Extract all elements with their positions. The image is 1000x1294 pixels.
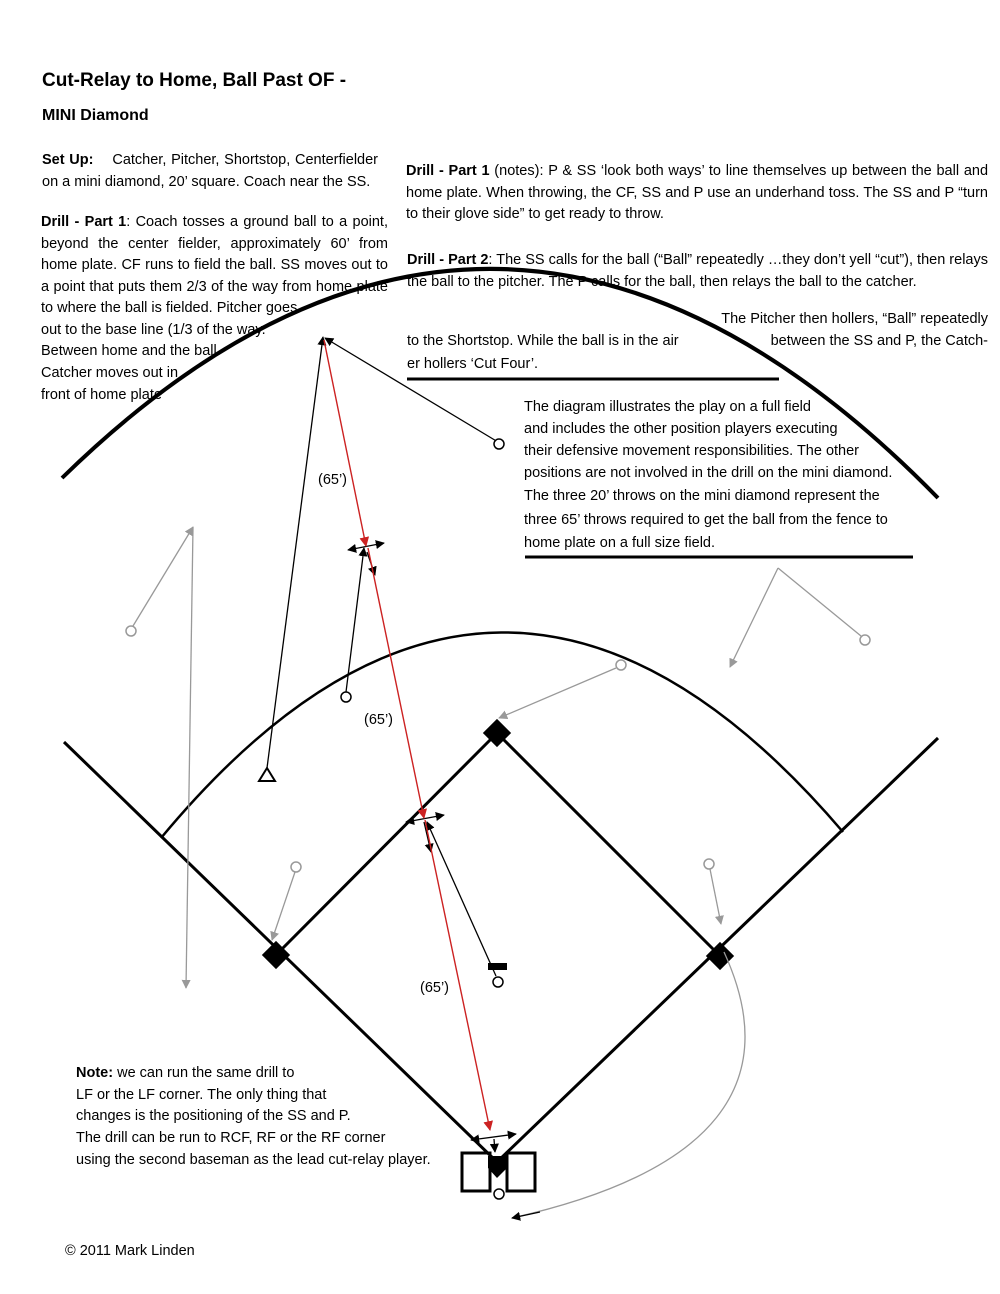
lf-player <box>126 626 136 636</box>
diagram-note-line-4: positions are not involved in the drill on the mini diamond. <box>524 465 893 481</box>
c-turn-arrow-2 <box>494 1139 495 1152</box>
part1-line-3: Catcher moves out in <box>41 365 179 381</box>
catcher-player <box>494 1189 504 1199</box>
3b-path-line <box>272 872 295 940</box>
page-subtitle: MINI Diamond <box>42 107 149 124</box>
basepath-3b-2b <box>276 733 497 955</box>
part1-label: Drill - Part 1 <box>41 214 127 230</box>
part1-notes-label: Drill - Part 1 <box>406 163 490 179</box>
note-line-2: LF or the LF corner. The only thing that <box>76 1087 327 1103</box>
diagram-note-line-1: The diagram illustrates the play on a full field <box>524 399 811 415</box>
part2-line-b2: between the SS and P, the Catch- <box>770 333 988 349</box>
part1-line-1: out to the base line (1/3 of the way. <box>41 322 266 338</box>
relay-throw-1 <box>324 340 366 546</box>
part1-text: : Coach tosses a ground ball to a point, beyond the center fielder, approximately 60’ from home plate. CF runs to field the ball. SS moves out to a point that puts them 2/3 of the way from home plate to where the ball is fielded. Pitcher goes <box>41 214 388 316</box>
page-title: Cut-Relay to Home, Ball Past OF - <box>42 70 347 91</box>
distance-label-1: (65’) <box>318 472 348 488</box>
p-path-line <box>427 822 496 976</box>
basepath-2b-1b <box>497 733 720 956</box>
part2-label: Drill - Part 2 <box>407 252 489 268</box>
diagram-note-line-3: their defensive movement responsibilities. The other <box>524 443 860 459</box>
ss-player <box>341 692 351 702</box>
distance-label-3: (65’) <box>420 980 450 996</box>
part1-line-4: front of home plate <box>41 387 162 403</box>
setup-label: Set Up: <box>42 152 94 168</box>
part2-line-a: The Pitcher then hollers, “Ball” repeatedly <box>721 311 988 327</box>
1b-player <box>704 859 714 869</box>
2b-path-line <box>499 668 616 718</box>
part1-notes-text: (notes): P & SS ‘look both ways’ to line themselves up between the ball and home plate. When throwing, the CF, SS and P use an underhand toss. The SS and P “turn to their glove side” to get ready to throw. <box>406 163 989 222</box>
lf-path-line <box>133 527 193 626</box>
rf-player <box>860 635 870 645</box>
part2-line-b1: to the Shortstop. While the ball is in the air <box>407 333 679 349</box>
copyright: © 2011 Mark Linden <box>65 1243 195 1259</box>
diagram-note-line-2: and includes the other position players executing <box>524 421 838 437</box>
part2-text: : The SS calls for the ball (“Ball” repeatedly …they don’t yell “cut”), then relays the ball to the pitcher. The P calls for the ball, then relays the ball to the catcher. <box>407 252 988 290</box>
rf-path-line-2 <box>730 568 778 667</box>
diagram-note-line-6: three 65’ throws required to get the ball from the fence to <box>524 512 888 528</box>
diagram-note-line-5: The three 20’ throws on the mini diamond represent the <box>524 488 880 504</box>
note-line-1 <box>76 1063 294 1085</box>
setup-block <box>42 150 378 193</box>
part1-notes-block <box>406 161 988 226</box>
part2-block <box>407 250 988 293</box>
note-text-1: we can run the same drill to <box>113 1065 295 1081</box>
ball-triangle <box>259 768 275 781</box>
batters-box-left <box>462 1153 490 1191</box>
p-turn-arrow-2 <box>424 822 431 852</box>
note-label: Note: <box>76 1065 114 1081</box>
part2-line-c: er hollers ‘Cut Four’. <box>407 356 539 372</box>
note-line-4: The drill can be run to RCF, RF or the RF corner <box>76 1130 386 1146</box>
note-line-3: changes is the positioning of the SS and P. <box>76 1108 351 1124</box>
part1-line-2: Between home and the ball. <box>41 343 221 359</box>
batters-box-right <box>507 1153 535 1191</box>
ball-path-line <box>267 337 323 768</box>
p-player <box>493 977 503 987</box>
lf-path-line-2 <box>186 527 193 988</box>
part1-block <box>41 212 388 320</box>
relay-throw-3 <box>425 820 490 1130</box>
diagram-note-line-7: home plate on a full size field. <box>524 535 716 551</box>
cf-player <box>494 439 504 449</box>
relay-throw-2 <box>368 548 424 818</box>
backup-curve <box>512 952 745 1218</box>
distance-label-2: (65’) <box>364 712 394 728</box>
note-line-5: using the second baseman as the lead cut-relay player. <box>76 1152 431 1168</box>
rf-path-line <box>778 568 861 636</box>
1b-path-line <box>710 869 721 924</box>
backup-curve-end <box>512 1212 540 1218</box>
setup-text: Catcher, Pitcher, Shortstop, Centerfielder on a mini diamond, 20’ square. Coach near the SS. <box>42 152 378 190</box>
3b-player <box>291 862 301 872</box>
2b-player <box>616 660 626 670</box>
